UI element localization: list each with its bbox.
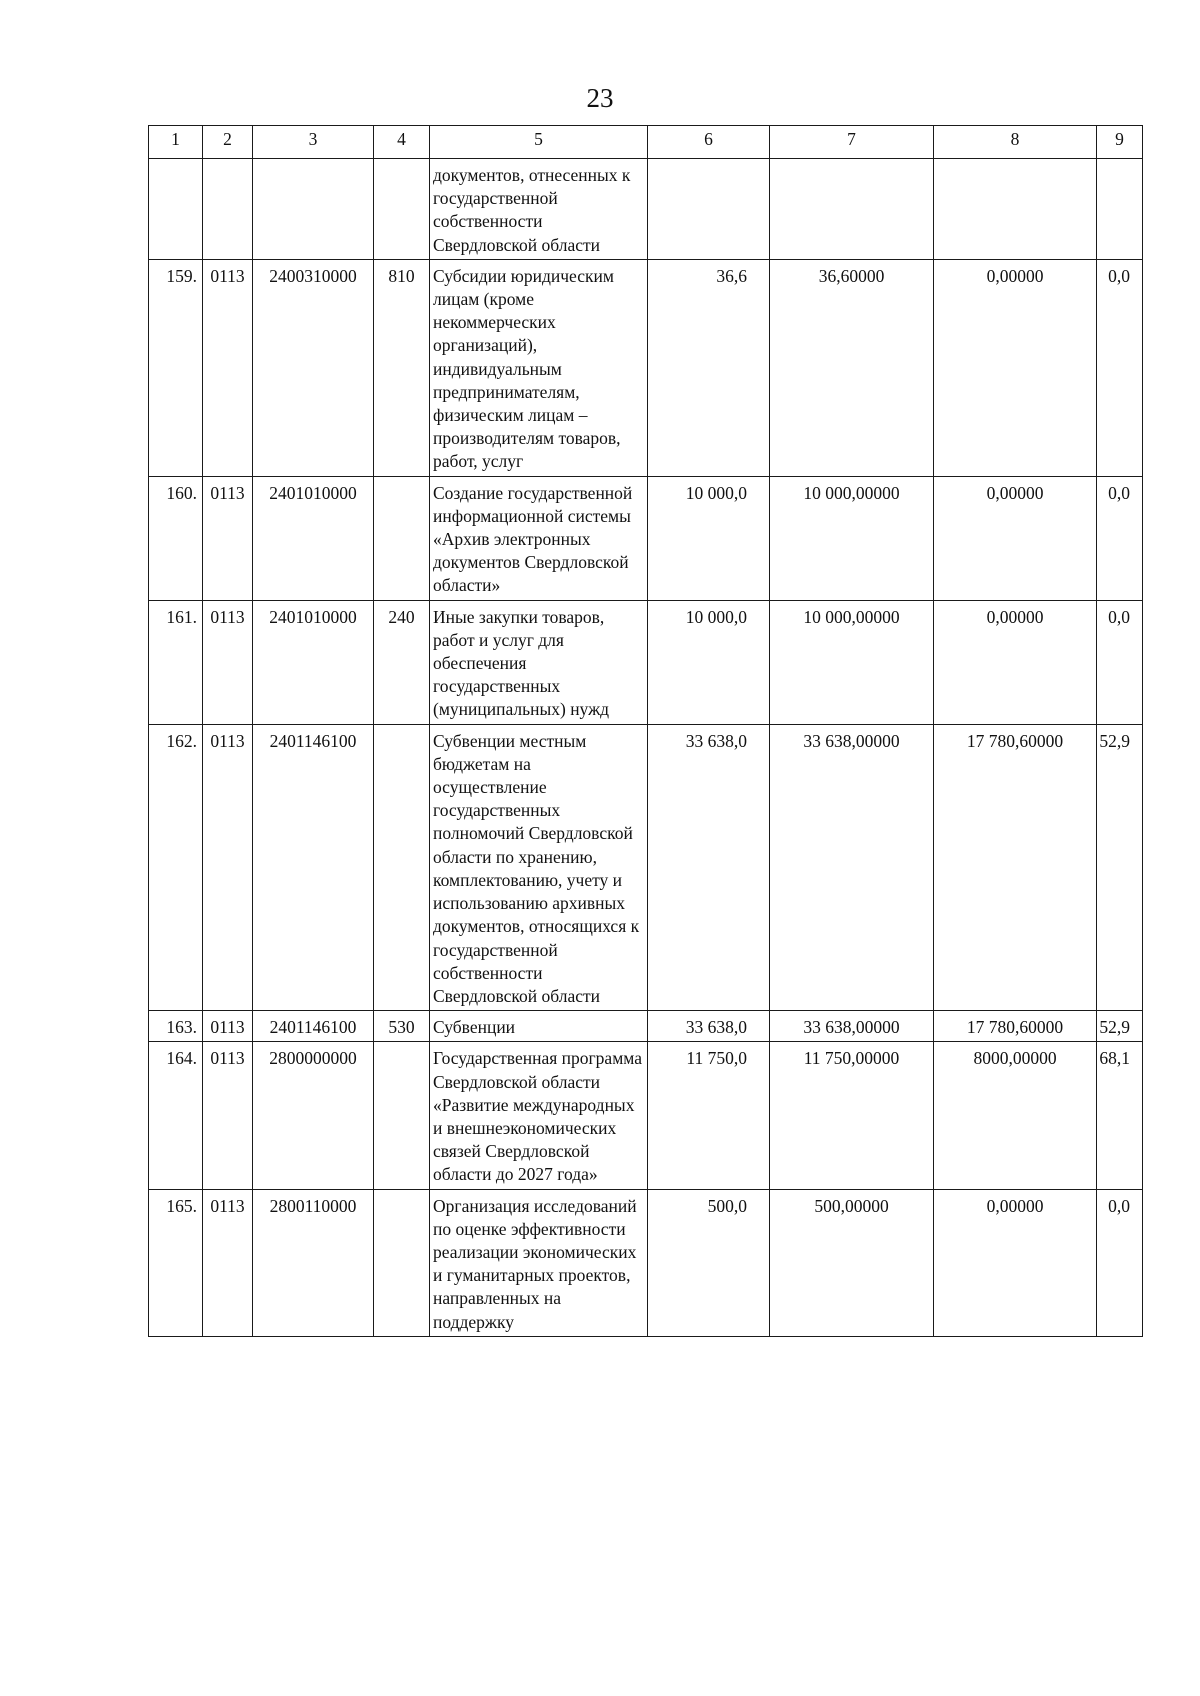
approved-amount: 36,60000 — [770, 259, 934, 476]
target-code — [253, 159, 374, 260]
row-number: 159. — [149, 259, 203, 476]
row-number: 164. — [149, 1042, 203, 1189]
section-code: 0113 — [203, 600, 253, 724]
table-row — [149, 259, 1143, 476]
row-number: 163. — [149, 1011, 203, 1042]
execution-percent: 0,0 — [1097, 1189, 1143, 1336]
section-code: 0113 — [203, 1189, 253, 1336]
planned-amount: 36,6 — [648, 259, 770, 476]
page-number: 23 — [586, 83, 614, 113]
expense-type: 810 — [374, 259, 430, 476]
execution-percent: 0,0 — [1097, 476, 1143, 600]
target-code: 2401010000 — [253, 476, 374, 600]
planned-amount: 10 000,0 — [648, 600, 770, 724]
target-code: 2400310000 — [253, 259, 374, 476]
table-row — [149, 1042, 1143, 1189]
row-number: 160. — [149, 476, 203, 600]
expense-type: 240 — [374, 600, 430, 724]
item-name: документов, отнесенных к государственной собственности Свердловской области — [430, 159, 648, 260]
executed-amount: 0,00000 — [934, 476, 1097, 600]
planned-amount: 33 638,0 — [648, 1011, 770, 1042]
table-row — [149, 476, 1143, 600]
section-code: 0113 — [203, 476, 253, 600]
execution-percent: 0,0 — [1097, 259, 1143, 476]
execution-percent: 68,1 — [1097, 1042, 1143, 1189]
executed-amount: 0,00000 — [934, 600, 1097, 724]
expense-type — [374, 724, 430, 1010]
section-code — [203, 159, 253, 260]
row-number: 165. — [149, 1189, 203, 1336]
executed-amount — [934, 159, 1097, 260]
budget-table — [148, 125, 1143, 1337]
col-header-2: 2 — [203, 126, 253, 159]
row-number: 162. — [149, 724, 203, 1010]
section-code: 0113 — [203, 259, 253, 476]
row-number — [149, 159, 203, 260]
table-row — [149, 1189, 1143, 1336]
target-code: 2800000000 — [253, 1042, 374, 1189]
approved-amount: 10 000,00000 — [770, 476, 934, 600]
item-name: Иные закупки товаров, работ и услуг для обеспечения государственных (муниципальных) нужд — [430, 600, 648, 724]
col-header-9: 9 — [1097, 126, 1143, 159]
section-code: 0113 — [203, 1011, 253, 1042]
item-name: Организация исследований по оценке эффективности реализации экономических и гуманитарных проектов, направленных на поддержку — [430, 1189, 648, 1336]
col-header-6: 6 — [648, 126, 770, 159]
executed-amount: 17 780,60000 — [934, 724, 1097, 1010]
approved-amount: 33 638,00000 — [770, 1011, 934, 1042]
executed-amount: 17 780,60000 — [934, 1011, 1097, 1042]
execution-percent: 52,9 — [1097, 1011, 1143, 1042]
table-row — [149, 724, 1143, 1010]
section-code: 0113 — [203, 1042, 253, 1189]
item-name: Субсидии юридическим лицам (кроме некоммерческих организаций), индивидуальным предпринимателям, физическим лицам – производителям товаров, работ, услуг — [430, 259, 648, 476]
executed-amount: 0,00000 — [934, 259, 1097, 476]
execution-percent: 52,9 — [1097, 724, 1143, 1010]
section-code: 0113 — [203, 724, 253, 1010]
col-header-5: 5 — [430, 126, 648, 159]
planned-amount: 33 638,0 — [648, 724, 770, 1010]
row-number: 161. — [149, 600, 203, 724]
target-code: 2401146100 — [253, 724, 374, 1010]
target-code: 2800110000 — [253, 1189, 374, 1336]
table-row — [149, 600, 1143, 724]
expense-type — [374, 1189, 430, 1336]
table-row — [149, 1011, 1143, 1042]
planned-amount: 11 750,0 — [648, 1042, 770, 1189]
item-name: Субвенции — [430, 1011, 648, 1042]
col-header-1: 1 — [149, 126, 203, 159]
executed-amount: 0,00000 — [934, 1189, 1097, 1336]
col-header-4: 4 — [374, 126, 430, 159]
item-name: Создание государственной информационной системы «Архив электронных документов Свердловской области» — [430, 476, 648, 600]
header-row — [149, 126, 1143, 159]
item-name: Субвенции местным бюджетам на осуществление государственных полномочий Свердловской области по хранению, комплектованию, учету и использованию архивных документов, относящихся к государственной собственности Свердловской области — [430, 724, 648, 1010]
approved-amount — [770, 159, 934, 260]
table-row — [149, 159, 1143, 260]
planned-amount: 10 000,0 — [648, 476, 770, 600]
expense-type: 530 — [374, 1011, 430, 1042]
col-header-8: 8 — [934, 126, 1097, 159]
execution-percent — [1097, 159, 1143, 260]
item-name: Государственная программа Свердловской области «Развитие международных и внешнеэкономических связей Свердловской области до 2027 года» — [430, 1042, 648, 1189]
approved-amount: 11 750,00000 — [770, 1042, 934, 1189]
target-code: 2401146100 — [253, 1011, 374, 1042]
col-header-3: 3 — [253, 126, 374, 159]
approved-amount: 33 638,00000 — [770, 724, 934, 1010]
expense-type — [374, 1042, 430, 1189]
target-code: 2401010000 — [253, 600, 374, 724]
approved-amount: 10 000,00000 — [770, 600, 934, 724]
approved-amount: 500,00000 — [770, 1189, 934, 1336]
col-header-7: 7 — [770, 126, 934, 159]
expense-type — [374, 159, 430, 260]
planned-amount: 500,0 — [648, 1189, 770, 1336]
executed-amount: 8000,00000 — [934, 1042, 1097, 1189]
execution-percent: 0,0 — [1097, 600, 1143, 724]
expense-type — [374, 476, 430, 600]
planned-amount — [648, 159, 770, 260]
